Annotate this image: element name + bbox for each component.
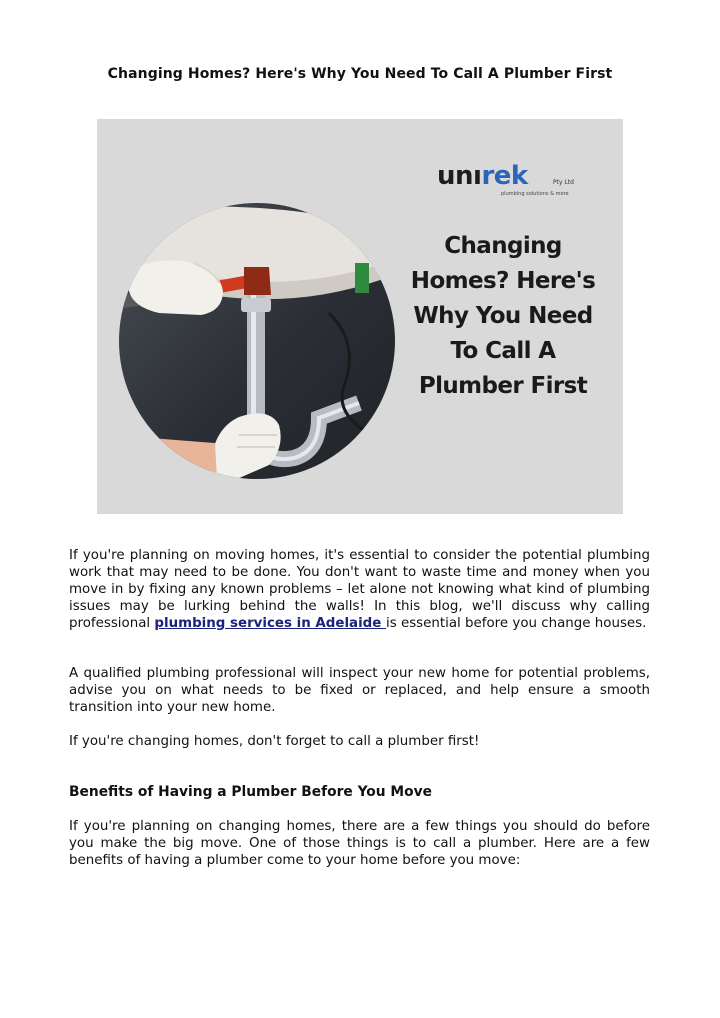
logo-text-uni: unı — [437, 161, 482, 191]
hero-banner-image — [97, 119, 623, 514]
hero-heading-line: Why You Need — [413, 303, 593, 329]
hero-heading-line: Changing — [444, 233, 562, 259]
reminder-paragraph: If you're changing homes, don't forget to call a plumber first! — [69, 734, 480, 749]
hero-heading-line: Homes? Here's — [410, 268, 596, 294]
logo-tagline: plumbing solutions & more — [501, 191, 569, 197]
document-title: Changing Homes? Here's Why You Need To Call A Plumber First — [107, 66, 613, 82]
intro-text-end: is essential before you change houses. — [386, 616, 647, 631]
paragraph-block — [69, 733, 650, 750]
paragraph-block — [69, 665, 650, 716]
qualified-plumber-paragraph: A qualified plumbing professional will inspect your new home for potential problems, advise you on what needs to be fixed or replaced, and help ensure a smooth transition into your new home. — [69, 666, 650, 715]
plumber-photo — [119, 203, 395, 479]
logo-text-rek: rek — [481, 161, 528, 191]
hero-heading-line: To Call A — [450, 338, 556, 364]
intro-paragraph-block — [69, 547, 650, 632]
plumbing-services-link[interactable]: plumbing services in Adelaide — [154, 616, 387, 631]
hero-heading-line: Plumber First — [418, 373, 588, 399]
paragraph-block — [69, 818, 650, 869]
section-heading: Benefits of Having a Plumber Before You Move — [69, 784, 432, 800]
intro-text: If you're planning on moving homes, it's essential to consider the potential plumbing work that may need to be done. You don't want to waste time and money when you move in by fixing any known problems – let alone not knowing what kind of plumbing issues may be lurking behind the walls! In this blog, we'll discuss why calling professional — [69, 548, 650, 631]
logo-pty-ltd: Pty Ltd — [553, 179, 574, 186]
intro-paragraph — [69, 547, 650, 632]
unirek-logo — [437, 159, 577, 199]
plumber-illustration — [119, 203, 395, 479]
hero-heading — [397, 229, 609, 404]
benefits-intro-paragraph: If you're planning on changing homes, there are a few things you should do before you make the big move. One of those things is to call a plumber. Here are a few benefits of having a plumber come to your home before you move: — [69, 819, 650, 868]
section-heading-block — [69, 784, 650, 801]
